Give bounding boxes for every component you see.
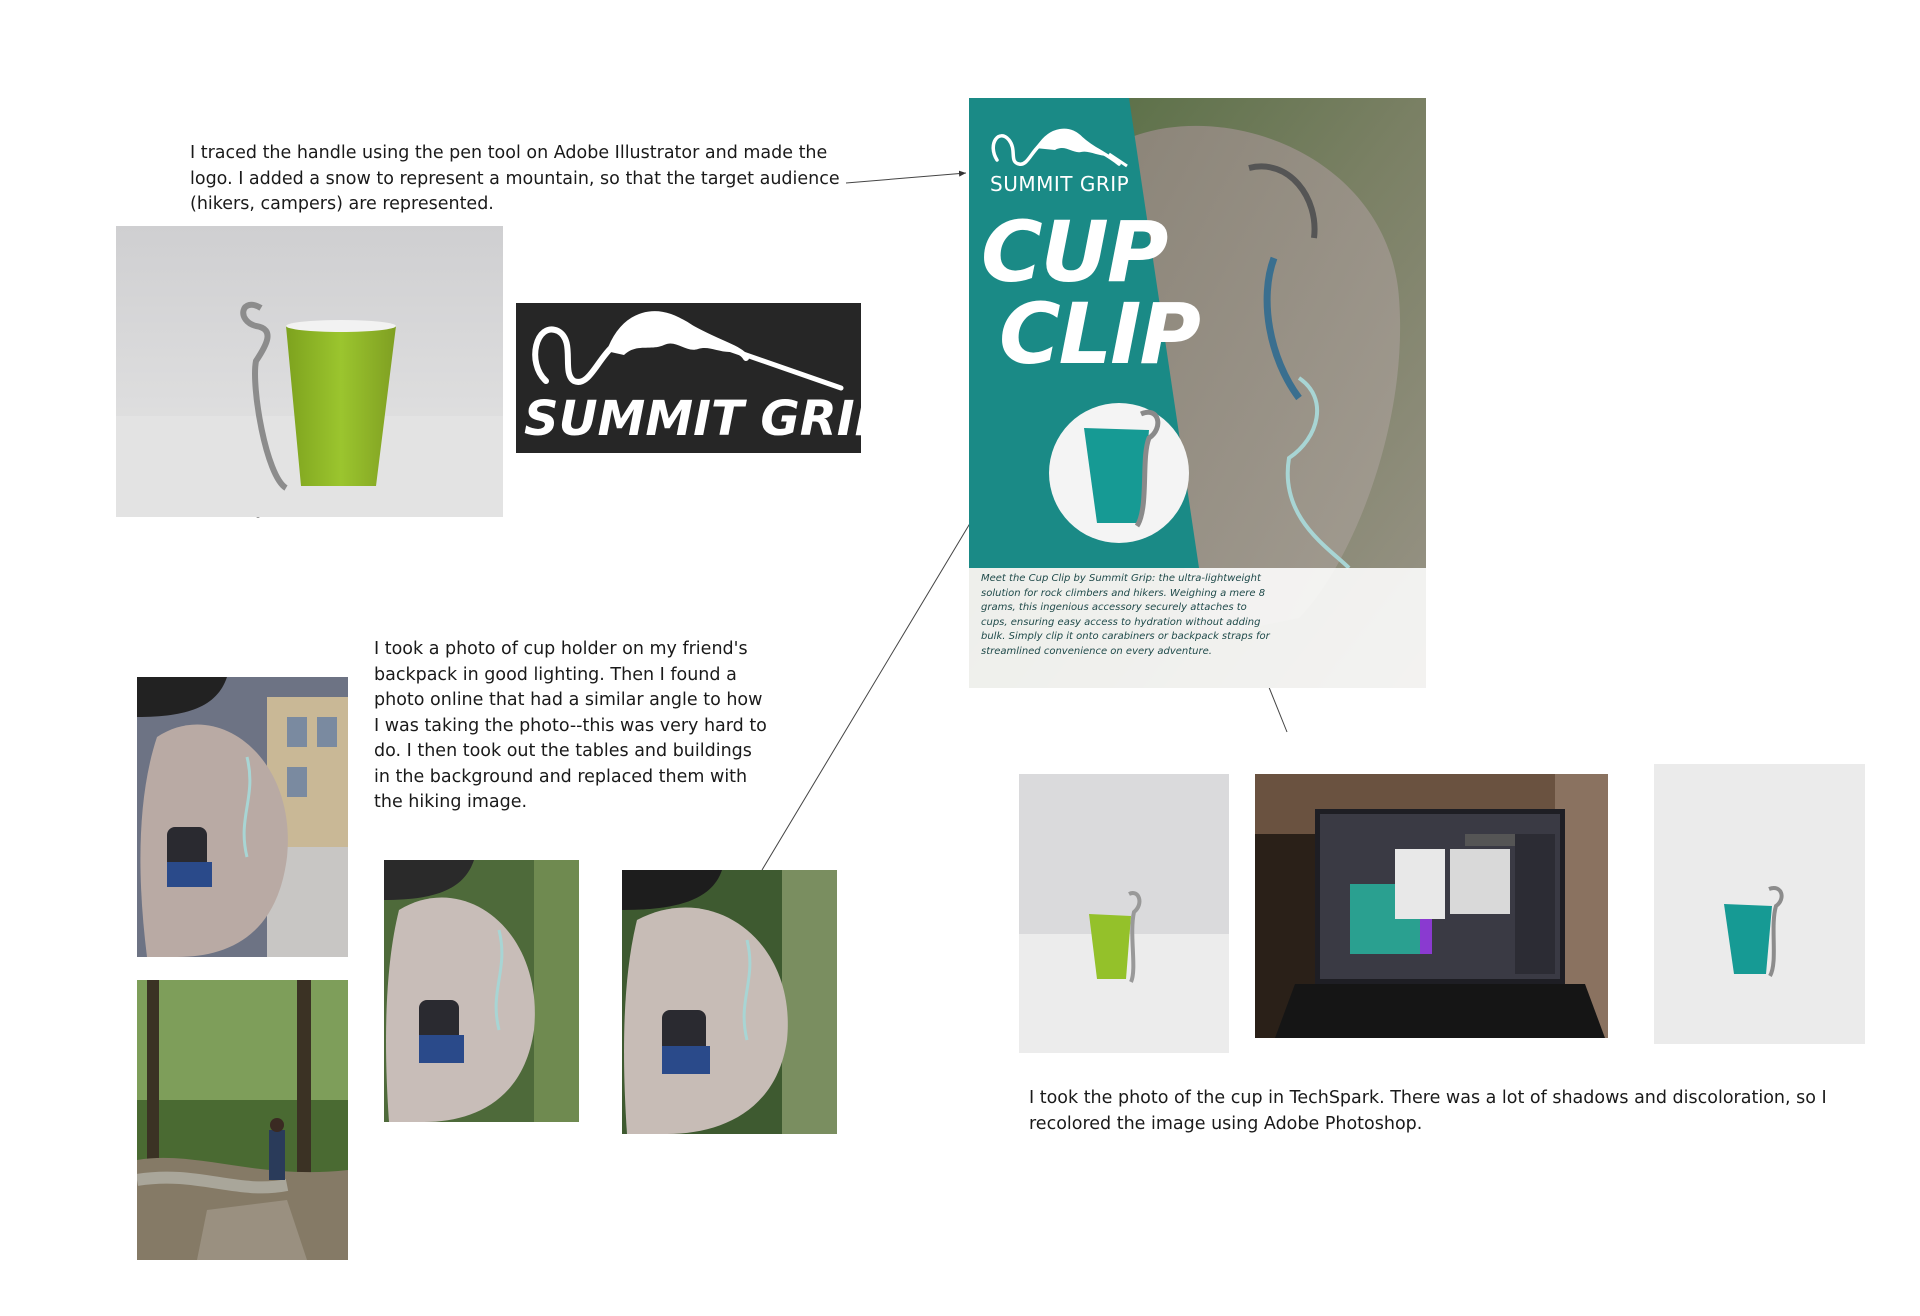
poster-title-line2: CLIP: [999, 285, 1199, 383]
logo-wordmark: SUMMIT GRIP: [524, 391, 890, 447]
backpack-note-line: photo online that had a similar angle to how: [374, 690, 763, 710]
backpack-note-line: I was taking the photo--this was very hard to: [374, 715, 767, 736]
arrow-to-logo: [846, 173, 966, 183]
poster-blurb-line: streamlined convenience on every adventure.: [981, 645, 1212, 657]
backpack-note: [374, 637, 767, 816]
green-cup-photo: [116, 226, 503, 517]
backpack-note-line: the hiking image.: [374, 792, 528, 812]
poster-blurb-line: Meet the Cup Clip by Summit Grip: the ultra-lightweight: [981, 573, 1261, 584]
backpack-note-line: in the background and replaced them with: [374, 766, 748, 787]
teal-cup-recolored-photo: [1654, 764, 1865, 1044]
backpack-note-line: backpack in good lighting. Then I found a: [374, 664, 737, 685]
cup-clip-poster: [969, 98, 1426, 688]
poster-title-line1: CUP: [981, 203, 1167, 301]
green-cup-studio-photo: [1019, 774, 1229, 1053]
logo-note-line: I traced the handle using the pen tool on Adobe Illustrator and made the: [190, 143, 828, 163]
backpack-note-line: I took a photo of cup holder on my friend's: [374, 639, 748, 659]
cup-note-line: recolored the image using Adobe Photoshop.: [1029, 1113, 1423, 1134]
poster-blurb: [981, 572, 1306, 660]
laptop-photoshop-photo: [1255, 774, 1608, 1038]
backpack-final-photo: [622, 870, 837, 1134]
logo-note: [190, 141, 840, 218]
backpack-original-photo: [137, 677, 348, 957]
arrow-to-backpack: [762, 515, 975, 870]
poster-blurb-line: grams, this ingenious accessory securely attaches to: [981, 602, 1247, 614]
logo-note-line: logo. I added a snow to represent a mountain, so that the target audience: [190, 168, 840, 189]
cup-note: [1029, 1086, 1827, 1137]
cup-note-line: I took the photo of the cup in TechSpark. There was a lot of shadows and discoloration, so I: [1029, 1088, 1827, 1108]
poster-brand: SUMMIT GRIP: [990, 172, 1130, 196]
backpack-note-line: do. I then took out the tables and buildings: [374, 741, 752, 761]
poster-blurb-line: bulk. Simply clip it onto carabiners or backpack straps for: [981, 631, 1270, 643]
poster-blurb-line: solution for rock climbers and hikers. Weighing a mere 8: [981, 587, 1266, 599]
summit-grip-logo: [516, 303, 890, 453]
logo-note-line: (hikers, campers) are represented.: [190, 194, 494, 214]
backpack-forest-composite: [384, 860, 579, 1122]
poster-blurb-line: cups, ensuring easy access to hydration without adding: [981, 616, 1261, 628]
forest-hiker-photo: [137, 980, 348, 1260]
